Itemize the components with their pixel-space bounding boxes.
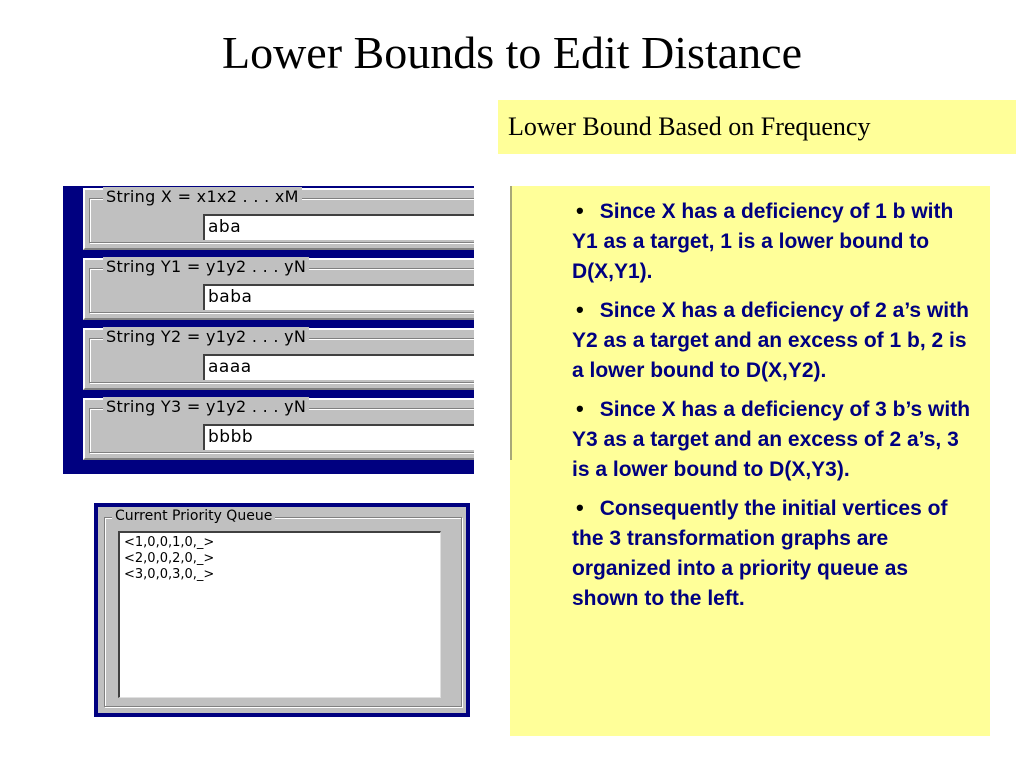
bullet-list xyxy=(572,196,980,622)
string-y3-group xyxy=(83,398,474,460)
bullet-dot-icon: • xyxy=(576,495,584,520)
subtitle-box xyxy=(498,100,1016,154)
bullet-item-deficiency-y2 xyxy=(572,295,980,386)
strings-panel xyxy=(63,186,474,474)
string-y1-input[interactable]: baba xyxy=(203,284,474,310)
bullet-item-conclusion xyxy=(572,493,980,614)
bullet-item-deficiency-y3 xyxy=(572,394,980,485)
list-item[interactable]: <1,0,0,1,0,_> xyxy=(124,535,215,550)
string-y3-input[interactable]: bbbb xyxy=(203,424,474,450)
bullet-dot-icon: • xyxy=(576,198,584,223)
list-item[interactable]: <2,0,0,2,0,_> xyxy=(124,551,215,566)
string-y1-label: String Y1 = y1y2 . . . yN xyxy=(103,257,309,276)
subtitle-text: Lower Bound Based on Frequency xyxy=(508,112,871,141)
bullet-text: Since X has a deficiency of 3 b’s with Y3 as a target and an excess of 2 a’s, 3 is a lower bound to D(X,Y3). xyxy=(572,398,971,481)
priority-queue-label: Current Priority Queue xyxy=(112,508,275,524)
bullet-text: Consequently the initial vertices of the 3 transformation graphs are organized into a priority queue as shown to the left. xyxy=(572,497,948,610)
bullet-item-deficiency-y1 xyxy=(572,196,980,287)
bullets-box xyxy=(510,186,990,736)
bullet-dot-icon: • xyxy=(576,297,584,322)
priority-queue-window xyxy=(98,507,466,713)
string-x-label: String X = x1x2 . . . xM xyxy=(103,187,302,206)
string-x-group xyxy=(83,188,474,250)
slide-title: Lower Bounds to Edit Distance xyxy=(221,27,802,78)
bullet-dot-icon: • xyxy=(576,396,584,421)
box-edge-divider xyxy=(510,186,512,460)
string-y1-group xyxy=(83,258,474,320)
string-x-input[interactable]: aba xyxy=(203,214,474,240)
string-y2-input[interactable]: aaaa xyxy=(203,354,474,380)
priority-queue-listbox[interactable] xyxy=(118,531,441,698)
string-y3-label: String Y3 = y1y2 . . . yN xyxy=(103,397,309,416)
bullet-text: Since X has a deficiency of 1 b with Y1 as a target, 1 is a lower bound to D(X,Y1). xyxy=(572,200,954,283)
bullet-text: Since X has a deficiency of 2 a’s with Y2 as a target and an excess of 1 b, 2 is a lower bound to D(X,Y2). xyxy=(572,299,969,382)
string-y2-label: String Y2 = y1y2 . . . yN xyxy=(103,327,309,346)
list-item[interactable]: <3,0,0,3,0,_> xyxy=(124,567,215,582)
string-y2-group xyxy=(83,328,474,390)
priority-queue-panel xyxy=(94,503,470,717)
